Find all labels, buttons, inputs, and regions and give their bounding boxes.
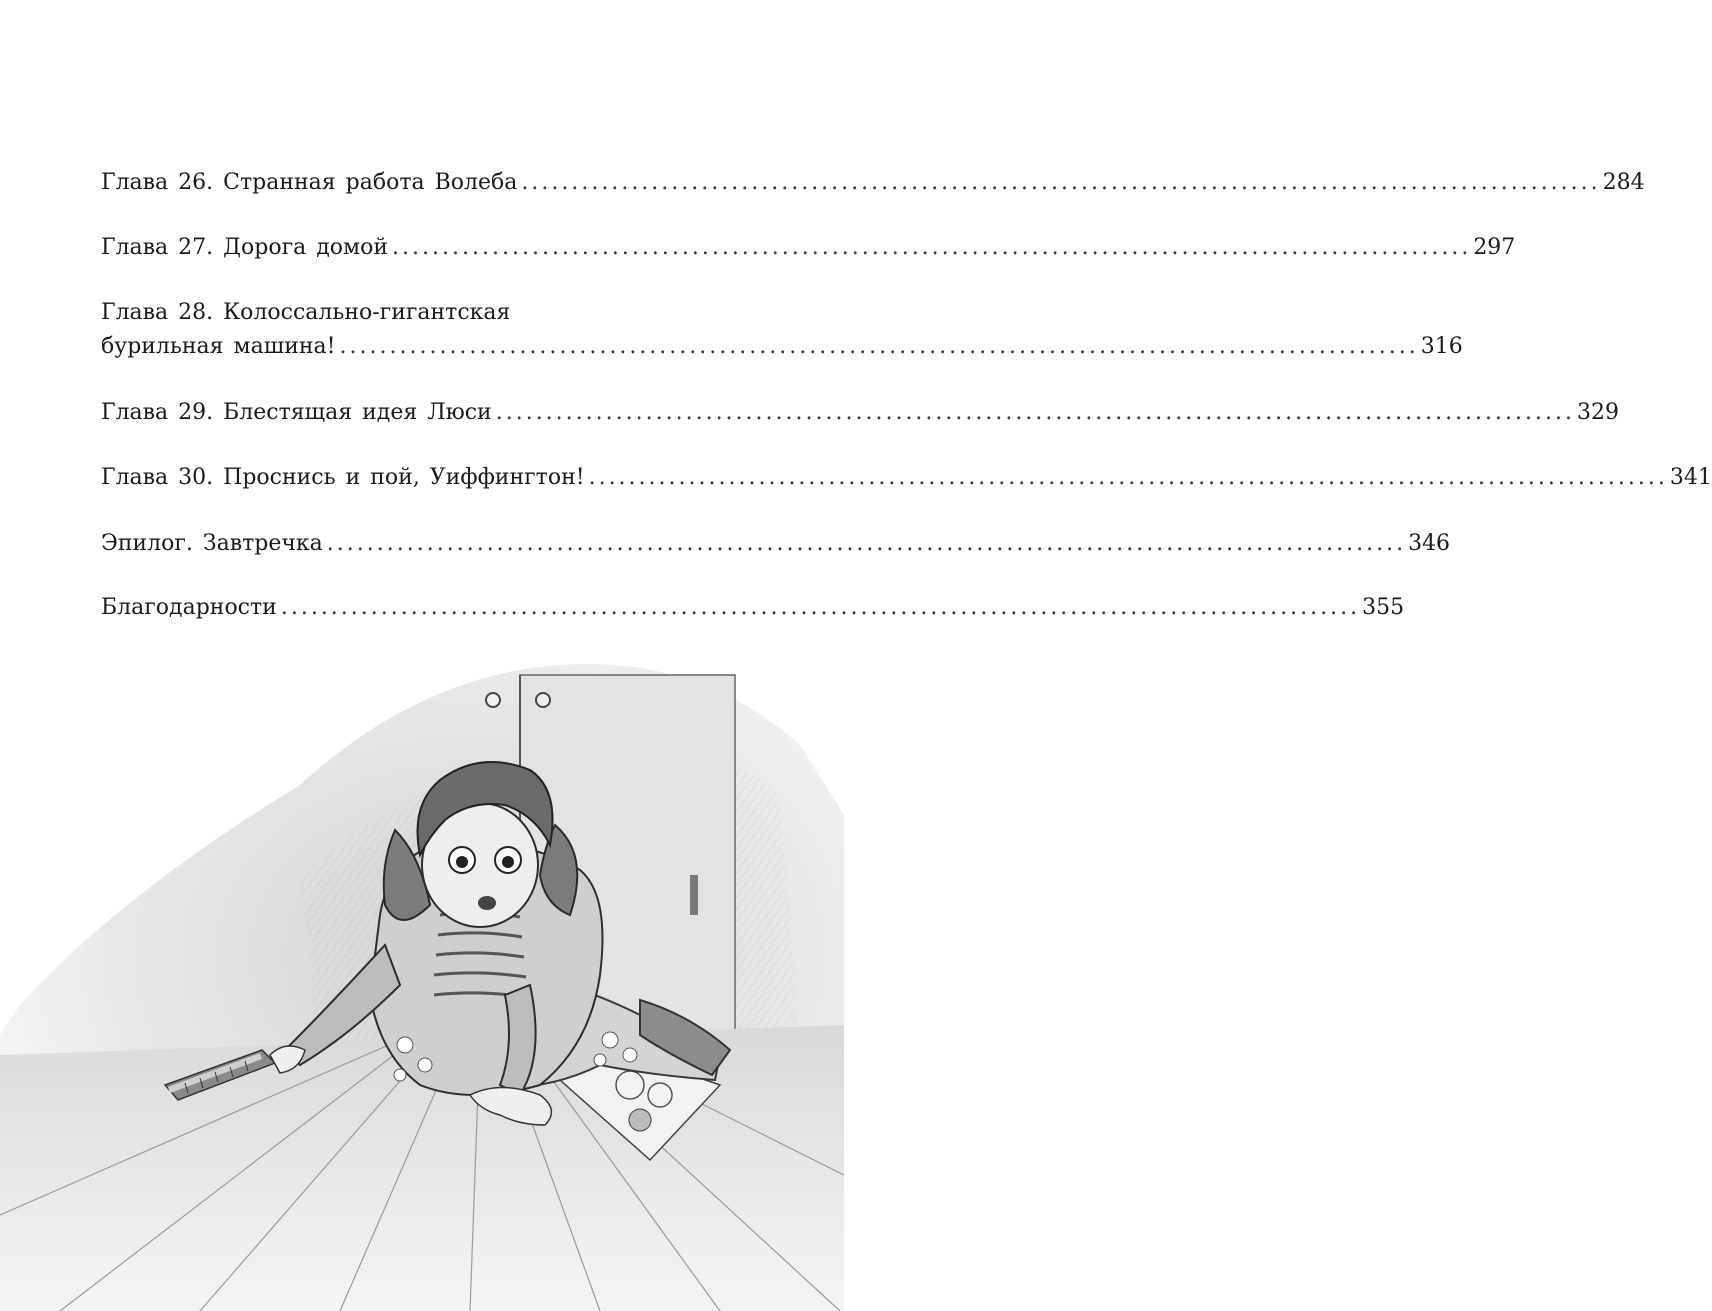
toc-entry-acknowledgements[interactable] (101, 591, 1405, 625)
leader-dots: ............................................................................................................ (392, 235, 1472, 260)
leader-dots: ............................................................................................................ (521, 170, 1601, 195)
leader-dots: ............................................................................................................ (495, 400, 1575, 425)
toc-entry-title-line-1: Глава 28. Колоссально-гигантская (101, 300, 511, 325)
toc-page-number: 341 (1669, 465, 1712, 490)
leader-dots: ............................................................................................................ (339, 334, 1419, 359)
toc-page-number: 329 (1576, 400, 1619, 425)
toc-entry-chapter-28[interactable] (101, 296, 1463, 364)
knob-icon (536, 693, 550, 707)
toc-entry-title: Глава 30. Проснись и пой, Уиффингтон! (101, 465, 585, 490)
toc-entry-chapter-29[interactable] (101, 396, 1619, 430)
hinge-icon (690, 875, 698, 915)
knob-icon (486, 693, 500, 707)
toc-entry-chapter-30[interactable] (101, 461, 1712, 495)
toc-page-number: 284 (1602, 170, 1645, 195)
toc-entry-chapter-26[interactable] (101, 166, 1645, 200)
toc-entry-chapter-27[interactable] (101, 231, 1516, 265)
mouth (478, 896, 496, 910)
illustration-girl-on-floor (0, 655, 844, 1311)
toc-page-number: 297 (1473, 235, 1516, 260)
toc-page-number: 346 (1408, 531, 1451, 556)
toc-entry-title: Глава 26. Странная работа Волеба (101, 170, 518, 195)
leader-dots: ............................................................................................................ (280, 595, 1361, 620)
toc-entry-title: Глава 29. Блестящая идея Люси (101, 400, 492, 425)
leader-dots: ............................................................................................................ (588, 465, 1668, 490)
toc-page-number: 355 (1362, 595, 1405, 620)
toc-entry-title: Глава 27. Дорога домой (101, 235, 389, 260)
toc-entry-title: Благодарности (101, 595, 277, 620)
leader-dots: ............................................................................................................ (326, 531, 1407, 556)
toc-entry-title: бурильная машина! (101, 334, 336, 359)
toc-page-number: 316 (1420, 334, 1463, 359)
toc-entry-epilogue[interactable] (101, 527, 1451, 561)
toc-entry-title: Эпилог. Завтречка (101, 531, 323, 556)
